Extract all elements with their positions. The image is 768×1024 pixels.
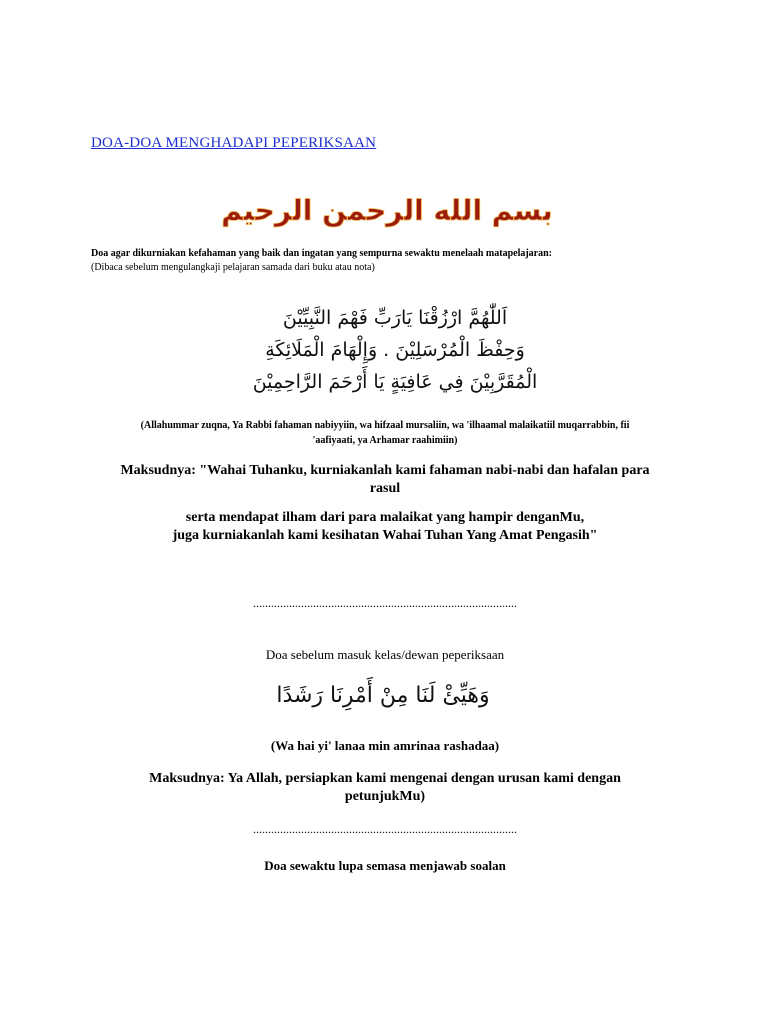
transliteration-2: (Wa hai yi' lanaa min amrinaa rashadaa) xyxy=(270,738,500,753)
section3-heading: Doa sewaktu lupa semasa menjawab soalan xyxy=(264,858,506,873)
dotted-separator-2: ........................................................................................ xyxy=(253,822,517,836)
basmala-calligraphy xyxy=(221,190,553,230)
meaning-1-continued xyxy=(90,509,680,545)
meaning-1-line3: serta mendapat ilham dari para malaikat yang hampir denganMu, xyxy=(185,510,585,525)
arabic-line-1: اَللّٰهُمَّ ارْزُقْنَا يَارَبِّ فَهْمَ النَّبِيِّيْنَ xyxy=(282,307,508,329)
meaning-1-line4: juga kurniakanlah kami kesihatan Wahai Tuhan Yang Amat Pengasih" xyxy=(172,528,598,543)
meaning-2-line2: petunjukMu) xyxy=(344,789,426,804)
meaning-2 xyxy=(90,770,680,806)
section2-heading: Doa sebelum masuk kelas/dewan peperiksaan xyxy=(265,647,505,662)
arabic-verse-2-text: وَهَيِّئْ لَنَا مِنْ أَمْرِنَا رَشَدًا xyxy=(276,683,490,708)
meaning-1-line1: Maksudnya: "Wahai Tuhanku, kurniakanlah kami fahaman nabi-nabi dan hafalan para xyxy=(120,463,650,478)
section1-intro: Doa agar dikurniakan kefahaman yang baik dan ingatan yang sempurna sewaktu menelaah matapelajaran: xyxy=(91,248,553,259)
page-title[interactable]: DOA-DOA MENGHADAPI PEPERIKSAAN xyxy=(91,135,377,151)
meaning-1 xyxy=(90,462,680,498)
arabic-verse-2 xyxy=(238,670,528,718)
transliteration-1 xyxy=(100,418,670,448)
arabic-verse-1 xyxy=(252,296,538,396)
arabic-line-3: الْمُقَرَّبِيْنَ فِي عَافِيَةٍ يَا أَرْحَمَ الرَّاحِمِيْنَ xyxy=(252,371,538,393)
dotted-separator: ........................................................................................ xyxy=(253,596,517,610)
section1-note: (Dibaca sebelum mengulangkaji pelajaran samada dari buku atau nota) xyxy=(91,262,375,273)
meaning-2-line1: Maksudnya: Ya Allah, persiapkan kami mengenai dengan urusan kami dengan xyxy=(149,771,621,786)
transliteration-1-line1: (Allahummar zuqna, Ya Rabbi fahaman nabiyyiin, wa hifzaal mursaliin, wa 'ilhaamal malaikatiil muqarrabbin, fii xyxy=(140,420,630,431)
arabic-line-2: وَحِفْظَ الْمُرْسَلِيْنَ . وَإِلْهَامَ الْمَلَائِكَةِ xyxy=(265,339,525,361)
basmala-text: بسم الله الرحمن الرحيم xyxy=(221,194,553,227)
meaning-1-line2: rasul xyxy=(369,481,401,496)
transliteration-1-line2: 'aafiyaati, ya Arhamar raahimiin) xyxy=(312,435,458,446)
